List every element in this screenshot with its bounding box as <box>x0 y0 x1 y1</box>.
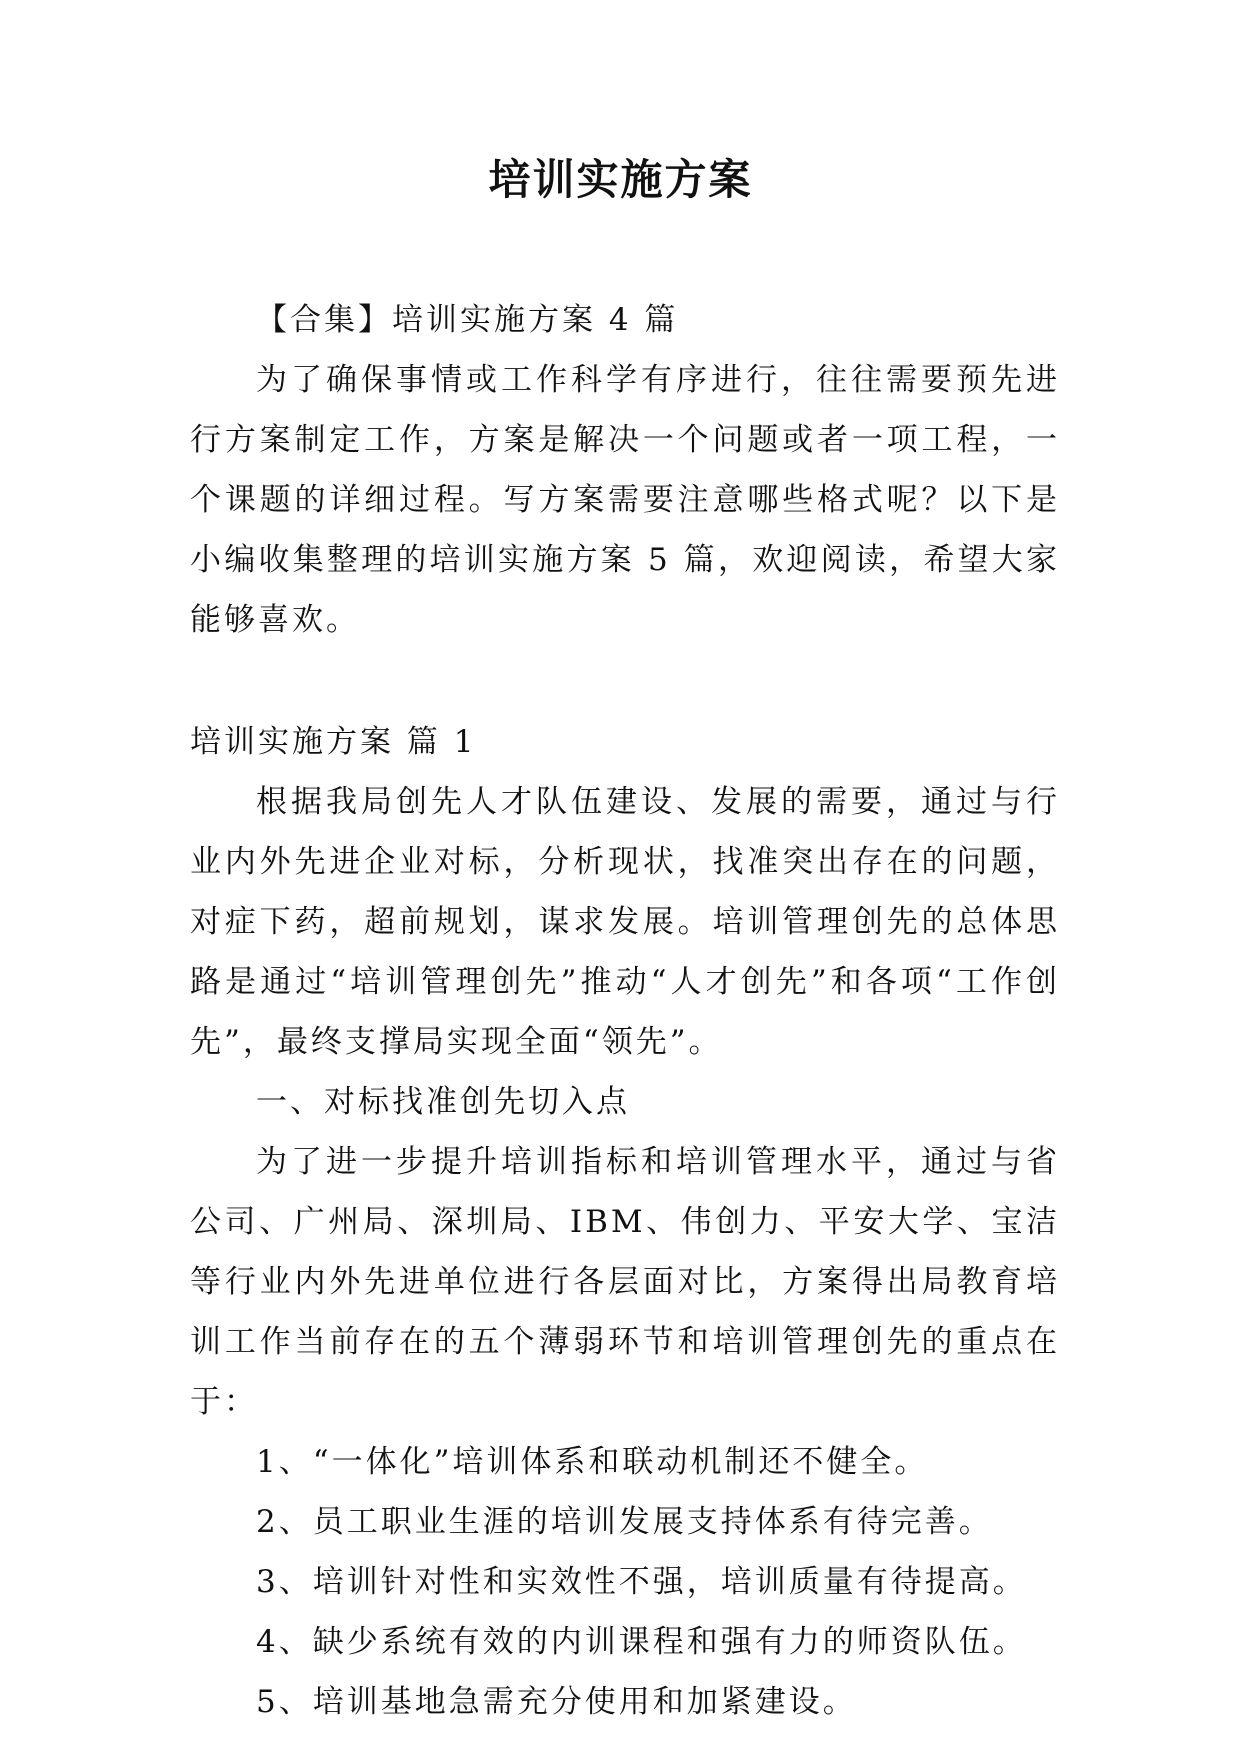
subsection-heading: 一、对标找准创先切入点 <box>256 1084 630 1120</box>
body-paragraph: 根据我局创先人才队伍建设、发展的需要，通过与行业内外先进企业对标，分析现状，找准突出存在的问题，对症下药，超前规划，谋求发展。培训管理创先的总体思路是通过“培训管理创先”推动“人才创先”和各项“工作创先”，最终支撑局实现全面“领先”。 <box>190 784 1060 1060</box>
list-item: 2、员工职业生涯的培训发展支持体系有待完善。 <box>256 1504 993 1540</box>
list-item: 1、“一体化”培训体系和联动机制还不健全。 <box>256 1444 929 1480</box>
section-heading-1: 培训实施方案 篇 1 <box>190 724 477 760</box>
list-item: 3、培训针对性和实效性不强，培训质量有待提高。 <box>256 1564 1027 1600</box>
document-body <box>190 290 1060 1732</box>
document-title: 培训实施方案 <box>488 155 753 204</box>
intro-paragraph: 为了确保事情或工作科学有序进行，往往需要预先进行方案制定工作，方案是解决一个问题或者一项工程，一个课题的详细过程。写方案需要注意哪些格式呢？以下是小编收集整理的培训实施方案 5 篇，欢迎阅读，希望大家能够喜欢。 <box>190 362 1060 638</box>
body-paragraph: 为了进一步提升培训指标和培训管理水平，通过与省公司、广州局、深圳局、IBM、伟创力、平安大学、宝洁等行业内外先进单位进行各层面对比，方案得出局教育培训工作当前存在的五个薄弱环节和培训管理创先的重点在于： <box>190 1144 1060 1420</box>
list-item: 5、培训基地急需充分使用和加紧建设。 <box>256 1684 857 1720</box>
list-item: 4、缺少系统有效的内训课程和强有力的师资队伍。 <box>256 1624 1027 1660</box>
collection-heading: 【合集】培训实施方案 4 篇 <box>256 302 679 338</box>
